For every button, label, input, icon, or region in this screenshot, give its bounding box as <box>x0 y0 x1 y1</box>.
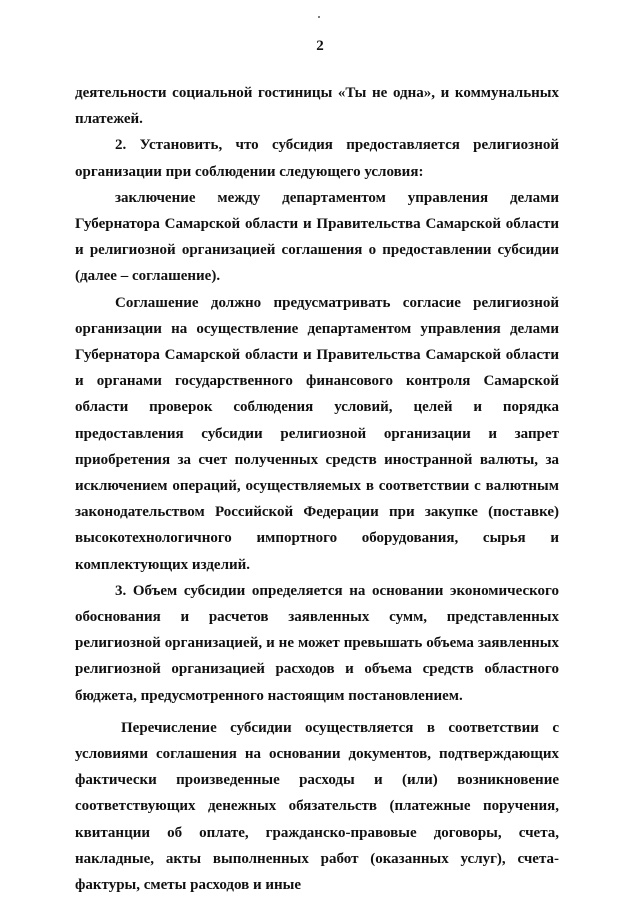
paragraph-condition: заключение между департаментом управления делами Губернатора Самарской области и Правительства Самарской области и религиозной организацией соглашения о предоставлении субсидии (далее – соглашение). <box>75 189 559 285</box>
page-number: 2 <box>316 38 324 54</box>
paragraph-item-3: 3. Объем субсидии определяется на основании экономического обоснования и расчетов заявленных сумм, представленных религиозной организацией, и не может превышать объема заявленных религиозной организацией расходов и объема средств областного бюджета, предусмотренного настоящим постановлением. <box>75 582 559 704</box>
paragraph-item-2: 2. Установить, что субсидия предоставляется религиозной организации при соблюдении следующего условия: <box>75 137 559 180</box>
paragraph-agreement: Соглашение должно предусматривать согласие религиозной организации на осуществление департаментом управления делами Губернатора Самарской области и Правительства Самарской области и органами государственного финансового контроля Самарской области проверок соблюдения условий, целей и порядка предоставления субсидии религиозной организации и запрет приобретения за счет полученных средств иностранной валюты, за исключением операций, осуществляемых в соответствии с валютным законодательством Российской Федерации при закупке (поставке) высокотехнологичного импортного оборудования, сырья и комплектующих изделий. <box>75 294 559 573</box>
scan-speck <box>318 16 320 18</box>
paragraph-continuation: деятельности социальной гостиницы «Ты не одна», и коммунальных платежей. <box>75 85 559 128</box>
paragraph-transfer: Перечисление субсидии осуществляется в соответствии с условиями соглашения на основании документов, подтверждающих фактически произведенные расходы и (или) возникновение соответствующих денежных обязательств (платежные поручения, квитанции об оплате, гражданско-правовые договоры, счета, накладные, акты выполненных работ (оказанных услуг), счета-фактуры, сметы расходов и иные <box>75 719 559 894</box>
document-body <box>75 80 559 898</box>
